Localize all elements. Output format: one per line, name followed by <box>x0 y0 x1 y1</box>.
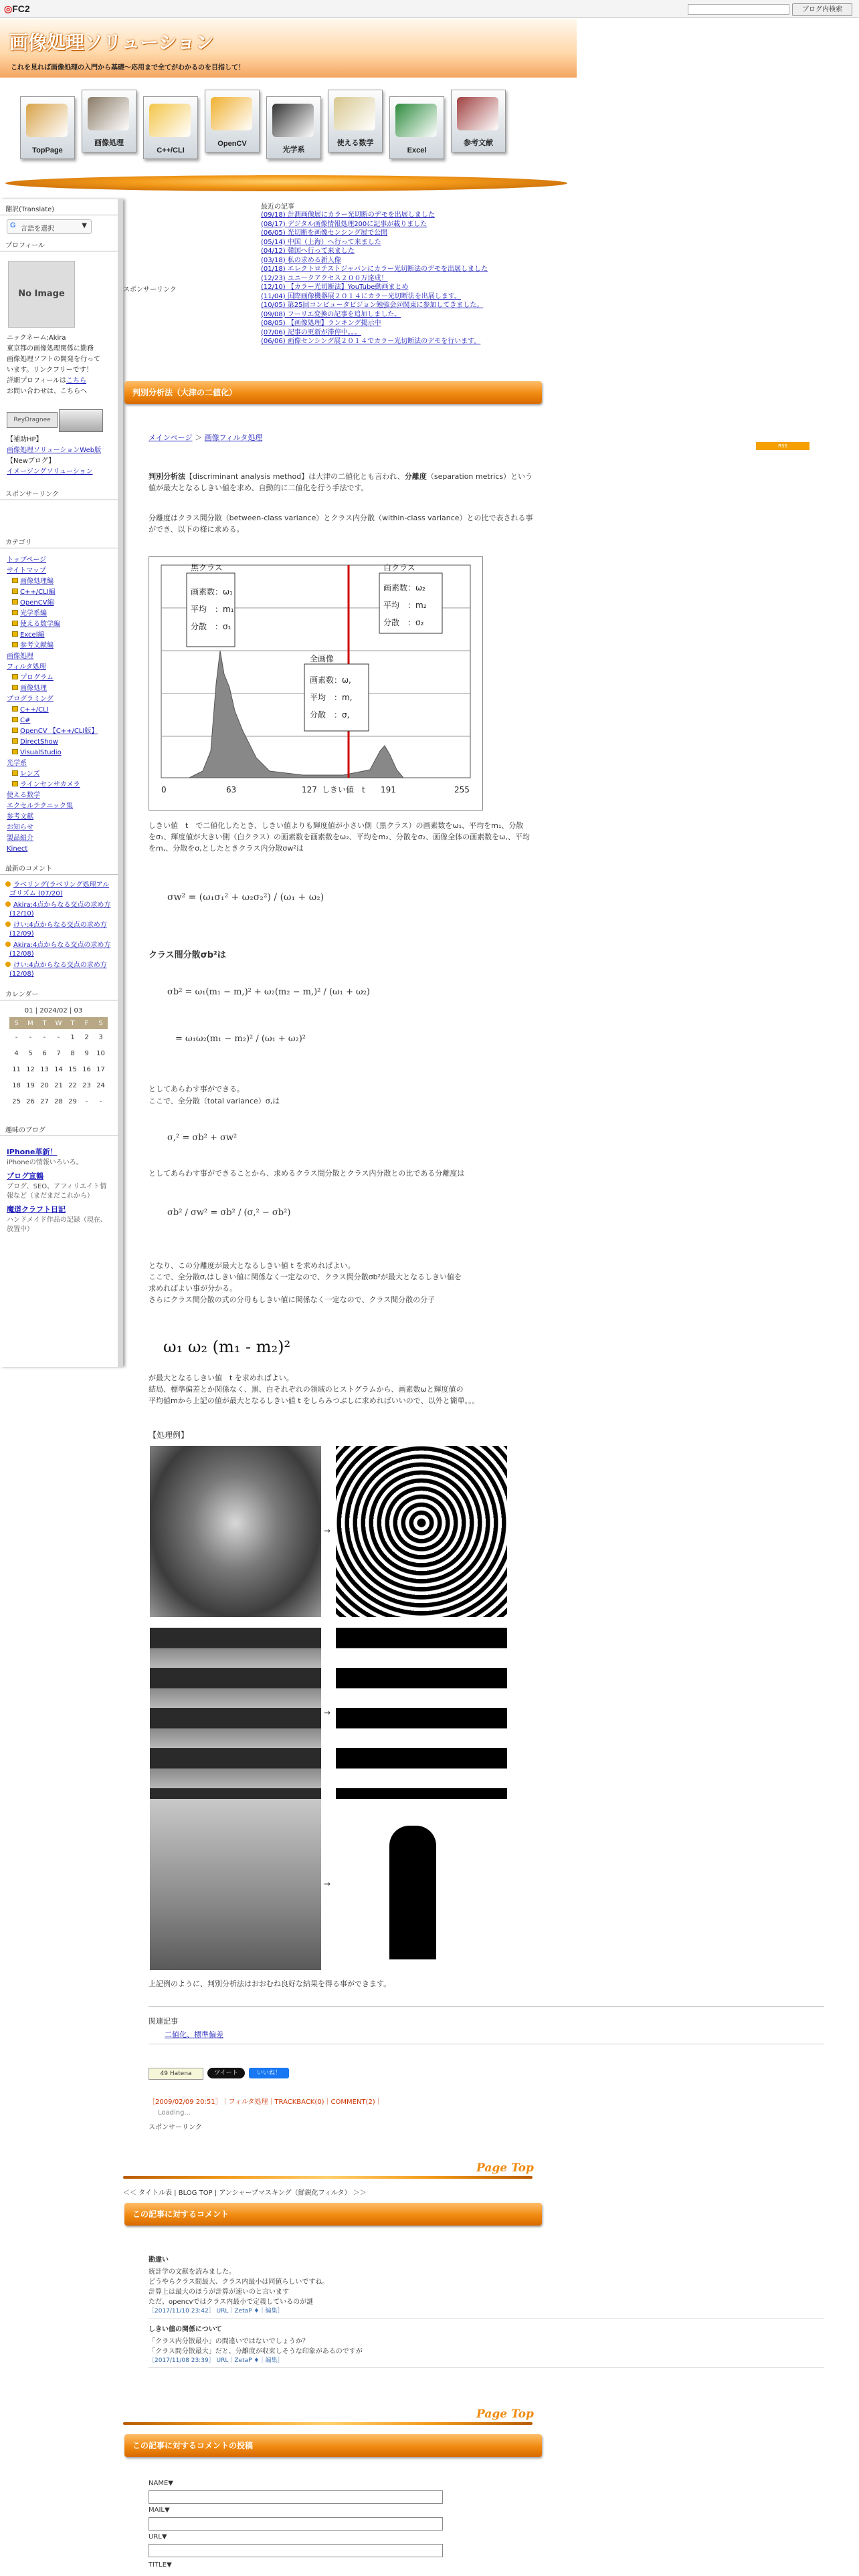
nav-thumbnail <box>334 97 375 130</box>
recent-comment-item[interactable]: ラベリング(ラベリング処理アルゴリズム (07/20) <box>0 880 118 899</box>
divider <box>149 2006 824 2007</box>
calendar-day: 28 <box>54 1097 63 1105</box>
category-item[interactable]: 画像処理 <box>0 683 118 694</box>
all-image-label: 全画像 <box>310 654 335 663</box>
calendar-day: 2 <box>84 1033 89 1041</box>
title-label: TITLE▼ <box>149 2561 172 2569</box>
calendar-day: 15 <box>68 1065 77 1073</box>
calendar-day: 3 <box>98 1033 103 1041</box>
like-button[interactable]: いいね！ <box>249 2068 289 2078</box>
rss-badge[interactable]: RSS <box>756 442 809 450</box>
recent-article-link[interactable]: (10/05) 第25回コンピュータビジョン勉強会＠関東に参加してきました。 <box>261 302 484 309</box>
article-title[interactable]: 判別分析法（大津の二値化） <box>124 381 542 404</box>
comment-line: 「クラス間分散最大」だと、分離度が収束しそうな印象があるのですが <box>149 2348 363 2355</box>
calendar-day: 14 <box>54 1065 63 1073</box>
nav-item[interactable] <box>205 90 260 152</box>
recent-articles <box>261 201 575 346</box>
recent-article-link[interactable]: (12/10) 【カラー光切断法】YouTube動画まとめ <box>261 284 409 291</box>
category-item[interactable]: 画像処理編 <box>0 576 118 587</box>
translate-heading: 翻訳(Translate) <box>0 202 118 215</box>
new-blog-link[interactable]: イメージングソリューション <box>7 468 93 475</box>
calendar-weekday: T <box>37 1017 52 1029</box>
recent-article-link[interactable]: (06/06) 画像センシング展２０１４でカラー光切断法のデモを行います。 <box>261 338 481 345</box>
profile-line: 東京都の画像処理関係に勤務 <box>7 345 94 352</box>
calendar-weekday: S <box>94 1017 108 1029</box>
profile-line: 画像処理ソフトの開発を行って <box>7 356 100 363</box>
separation-paragraph: 分離度はクラス間分散（between-class variance）とクラス内分散（within-class variance）との比で表される事ができ、以下の様に求める。 <box>149 514 533 534</box>
page-top-link-1[interactable]: Page Top <box>476 2161 534 2175</box>
calendar-day: 25 <box>12 1097 21 1105</box>
fav-blog-description: iPhoneの情報いろいろ。 <box>7 1159 83 1166</box>
name-label: NAME▼ <box>149 2480 173 2487</box>
category-item[interactable]: 参考文献編 <box>0 641 118 651</box>
folder-icon <box>12 749 18 754</box>
cameraman-binary-image <box>336 1799 507 1970</box>
result-paragraph: 上記例のように、判別分析法はおおむね良好な結果を得る事ができます。 <box>149 1979 391 1988</box>
nav-thumbnail <box>26 104 68 137</box>
profile-line: います。リンクフリーです！ <box>7 366 93 374</box>
hp-heading: 【補助HP】 <box>7 436 43 443</box>
nav-thumbnail <box>457 97 498 130</box>
svg-text:画素数：ω₂: 画素数：ω₂ <box>383 583 425 593</box>
comment-icon <box>5 922 11 927</box>
comment-form-title: この記事に対するコメントの投稿 <box>124 2434 542 2457</box>
recent-list <box>261 211 575 346</box>
hatena-button[interactable]: 49 Hatena <box>149 2068 203 2080</box>
threshold-label: しきい値 t <box>322 785 365 794</box>
comment-line: 「クラス内分散最小」の間違いではないでしょうか？ <box>149 2338 309 2345</box>
histogram-figure <box>149 556 483 811</box>
category-item[interactable]: DirectShow <box>0 737 118 748</box>
paragraph-line: が最大となるしきい値 t を求めればよい。 <box>149 1374 294 1382</box>
calendar-day: - <box>57 1033 60 1041</box>
recent-article-link[interactable]: (09/18) 計測画像展にカラー光切断のデモを出展しました <box>261 211 435 219</box>
divider <box>123 2176 533 2179</box>
calendar-day: - <box>29 1033 32 1041</box>
equation-ratio: σb² / σw² = σb² / (σ,² − σb²) <box>167 1208 291 1218</box>
svg-text:平均 ：m,: 平均 ：m, <box>310 693 353 702</box>
comment-line: どうやらクラス間最大、クラス内最小は同値らしいですね。 <box>149 2278 329 2286</box>
nav-item[interactable] <box>82 90 136 152</box>
recent-article-link[interactable]: (03/18) 私の求める新人像 <box>261 256 341 264</box>
nav-label: 光学系 <box>282 146 305 154</box>
tweet-button[interactable]: ツイート <box>207 2068 245 2078</box>
folder-icon <box>12 728 18 733</box>
mail-input[interactable] <box>149 2517 443 2531</box>
calendar-weekday: T <box>66 1017 80 1029</box>
black-class-label: 黒クラス <box>191 563 223 572</box>
calendar-day: 24 <box>96 1081 105 1089</box>
category-item[interactable]: お知らせ <box>7 824 33 831</box>
total-variance-paragraph: ここで、全分散（total variance）σ,は <box>149 1097 280 1105</box>
category-item[interactable]: レンズ <box>0 769 118 780</box>
nav-label: Excel <box>407 146 427 154</box>
calendar-day: - <box>99 1097 102 1105</box>
nav-thumbnail <box>272 104 314 137</box>
calendar-day: 27 <box>40 1097 49 1105</box>
blog-search-button[interactable]: ブログ内検索 <box>792 3 852 16</box>
fav-blog-description: ハンドメイド作品の記録（現在、放置中） <box>7 1216 107 1233</box>
arrow-icon: → <box>324 1879 331 1889</box>
category-item[interactable]: 使える数学 <box>7 792 40 799</box>
example-heading: 【処理例】 <box>149 1430 189 1440</box>
nav-thumbnail <box>149 104 191 137</box>
related-link[interactable]: 二値化、標準偏差 <box>165 2030 223 2039</box>
category-item[interactable]: OpenCV編 <box>0 598 118 609</box>
x-tick-63: 63 <box>226 785 237 794</box>
histogram-svg <box>149 557 482 810</box>
category-item[interactable]: OpenCV 【C++/CLI版】 <box>0 726 118 737</box>
folder-icon <box>12 642 18 647</box>
equation-total: σ,² = σb² + σw² <box>167 1133 237 1143</box>
calendar-table <box>9 1017 108 1109</box>
calendar-day: 23 <box>82 1081 91 1089</box>
recent-article-link[interactable]: (07/06) 記事の更新が滞停中。。。 <box>261 328 361 336</box>
calendar-day: - <box>15 1033 18 1041</box>
breadcrumb-category[interactable]: 画像フィルタ処理 <box>204 433 263 442</box>
calendar-day: 18 <box>12 1081 21 1089</box>
calendar-day: 1 <box>70 1033 75 1041</box>
nav-label: OpenCV <box>217 140 247 148</box>
mandrill-input-image <box>150 1446 321 1617</box>
category-nav <box>20 87 529 171</box>
site-title[interactable]: 画像処理ソリューション <box>9 31 215 53</box>
page-top-link-2[interactable]: Page Top <box>476 2407 534 2421</box>
url-input[interactable] <box>149 2544 443 2557</box>
reydragnee-badge[interactable]: ReyDragnee <box>7 412 58 428</box>
fav-blogs-heading: 趣味のブログ <box>0 1123 118 1136</box>
category-item[interactable]: サイトマップ <box>7 567 46 574</box>
breadcrumb-main[interactable]: メインページ <box>149 433 193 442</box>
comment-icon <box>5 942 11 947</box>
category-item[interactable]: Excel編 <box>0 630 118 641</box>
folder-icon <box>12 738 18 744</box>
name-input[interactable] <box>149 2490 443 2504</box>
equation-final: ω₁ ω₂ (m₁ - m₂)² <box>163 1337 291 1356</box>
nav-item[interactable] <box>451 90 506 152</box>
recent-article-link[interactable]: (01/18) エレクトロテストジャパンにカラー光切断法のデモを出展しました <box>261 265 488 273</box>
calendar-day: 20 <box>40 1081 49 1089</box>
histogram-curve <box>189 651 403 778</box>
category-item[interactable]: 使える数学編 <box>0 619 118 630</box>
cameraman-input-image <box>150 1799 321 1970</box>
calendar-day: - <box>85 1097 88 1105</box>
calendar-day: 19 <box>26 1081 35 1089</box>
fc2-header-bar <box>0 0 859 18</box>
paragraph-line: 求めればよい事が分かる。 <box>149 1284 237 1293</box>
category-item[interactable]: 画像処理 <box>7 653 33 660</box>
category-item[interactable]: VisualStudio <box>0 748 118 758</box>
comment-icon <box>5 901 11 907</box>
site-description: これを見れば画像処理の入門から基礎〜応用まで全てがわかるのを目指して！ <box>11 64 245 72</box>
folder-icon <box>12 631 18 637</box>
comment-title: 勘違い <box>149 2256 169 2264</box>
recent-article-link[interactable]: (08/17) デジタル画像情報処理200に記事が載りました <box>261 220 427 228</box>
recent-comment-item[interactable]: Akira:4点からなる交点の求め方 (12/10) <box>0 900 118 919</box>
nav-label: 画像処理 <box>94 139 124 147</box>
fc2-logo[interactable]: ◎FC2 <box>4 3 30 14</box>
chip-binary-image <box>336 1628 507 1799</box>
nav-thumbnail <box>88 97 129 130</box>
calendar-title[interactable]: 01 | 2024/02 | 03 <box>24 1007 83 1014</box>
calendar-day: 29 <box>68 1097 77 1105</box>
comment-title: しきい値の関係について <box>149 2326 222 2333</box>
x-tick-127: 127 <box>302 785 317 794</box>
recent-article-link[interactable]: (05/14) 中国（上海）へ行って来ました <box>261 238 381 246</box>
category-item[interactable]: C++/CLI編 <box>0 587 118 598</box>
chevron-down-icon: ▼ <box>82 222 87 229</box>
divider <box>149 2367 824 2368</box>
nav-item[interactable] <box>20 96 75 159</box>
calendar-day: 7 <box>56 1049 61 1057</box>
fav-blog-link[interactable]: ブログ宣鶴 <box>7 1172 43 1180</box>
new-blog-heading: 【Newブログ】 <box>7 457 56 465</box>
recent-article-link[interactable]: (09/08) フーリエ変換の記事を追加しました。 <box>261 310 401 318</box>
comment-line: ただ、opencvではクラス内最小で定義しているのが謎 <box>149 2298 314 2306</box>
nav-label: 参考文献 <box>464 139 493 147</box>
profile-text <box>0 333 118 397</box>
category-item[interactable]: 光学系編 <box>0 609 118 619</box>
nav-thumbnail <box>395 104 437 137</box>
calendar-day: 11 <box>12 1065 21 1073</box>
article-meta[interactable]: ［2009/02/09 20:51］｜フィルタ処理｜TRACKBACK(0)｜COMMENT(2)｜ <box>149 2099 382 2106</box>
threshold-paragraph: しきい値 t で二値化したとき、しきい値よりも輝度値が小さい側（黒クラス）の画素数をω₁、平均をm₁、分散をσ₁、輝度値が大きい側（白クラス）の画素数を画素数をω₂、平均をm₂、分散をσ₂、画像全体の画素数をω,、平均をm,、分散をσ,としたときクラス内分散σw²は <box>149 821 530 853</box>
express-paragraph: としてあらわす事ができる。 <box>149 1085 244 1093</box>
x-tick-255: 255 <box>454 785 470 794</box>
recent-article-link[interactable]: (04/12) 韓国へ行って来ました <box>261 247 355 255</box>
calendar-heading: カレンダー <box>0 987 118 1000</box>
calendar-weekday: F <box>80 1017 94 1029</box>
calendar-day: 8 <box>70 1049 75 1057</box>
category-item[interactable]: 光学系 <box>7 760 27 767</box>
hp-link[interactable]: 画像処理ソリューションWeb版 <box>7 447 102 454</box>
comments-title: この記事に対するコメント <box>124 2203 542 2226</box>
recent-comment-item[interactable]: けい:4点からなる交点の求め方 (12/09) <box>0 920 118 939</box>
folder-icon <box>12 781 18 786</box>
recent-article-link[interactable]: (11/04) 国際画像機器展２０１４にカラー光切断法を出展します。 <box>261 292 461 300</box>
category-item[interactable]: Kinect <box>7 845 28 853</box>
paragraph-line: 平均値mから上記の値が最大となるしきい値 t をしらみつぶしに求めればいいので、以外と簡単。。。 <box>149 1396 480 1405</box>
profile-heading: プロフィール <box>0 238 118 251</box>
x-tick-191: 191 <box>381 785 396 794</box>
fav-blog-description: ブログ、SEO、アフィリエイト情報など（まだまだこれから） <box>7 1183 107 1200</box>
calendar-weekday: S <box>9 1017 23 1029</box>
arrow-icon: → <box>324 1708 331 1717</box>
svg-text:画素数：ω,: 画素数：ω, <box>310 675 351 685</box>
calendar-day: 16 <box>82 1065 91 1073</box>
recent-article-link[interactable]: (12/23) ユニークアクセス２００万達成！ <box>261 274 388 282</box>
nav-item[interactable] <box>389 96 444 159</box>
recent-comments-list <box>0 875 118 979</box>
divider <box>123 2422 533 2425</box>
between-heading: クラス間分散σb²は <box>149 950 226 960</box>
recent-article-link[interactable]: (08/05) 【画像処理】ランキング掲示中 <box>261 320 381 327</box>
calendar-day: - <box>43 1033 46 1041</box>
loading-text: Loading... <box>158 2109 191 2117</box>
calendar-day: 22 <box>68 1081 77 1089</box>
category-item[interactable]: プログラム <box>0 673 118 683</box>
fav-blog-link[interactable]: 魔道クラフト日記 <box>7 1205 66 1214</box>
badge-image[interactable] <box>59 409 103 432</box>
folder-icon <box>12 706 18 712</box>
nav-item[interactable] <box>266 96 321 159</box>
nav-item[interactable] <box>328 90 383 152</box>
calendar-day: 26 <box>26 1097 35 1105</box>
mandrill-binary-image <box>336 1446 507 1617</box>
x-tick-0: 0 <box>161 785 167 794</box>
url-label: URL▼ <box>149 2533 167 2541</box>
calendar-day: 6 <box>42 1049 47 1057</box>
category-item[interactable]: 製品紹介 <box>7 835 33 842</box>
divider <box>149 2318 824 2319</box>
folder-icon <box>12 717 18 722</box>
nav-label: 使える数学 <box>337 139 374 147</box>
equation-within: σw² = (ω₁σ₁² + ω₂σ₂²) / (ω₁ + ω₂) <box>167 892 324 903</box>
svg-text:平均 ：m₂: 平均 ：m₂ <box>383 601 427 610</box>
calendar-day: 12 <box>26 1065 35 1073</box>
equation-between-2: = ω₁ω₂(m₁ − m₂)² / (ω₁ + ω₂)² <box>175 1034 306 1044</box>
calendar-day: 17 <box>96 1065 105 1073</box>
folder-icon <box>12 610 18 615</box>
category-item[interactable]: C# <box>0 716 118 726</box>
paragraph-line: となり、この分離度が最大となるしきい値 t を求めればよい。 <box>149 1261 355 1270</box>
folder-icon <box>12 674 18 679</box>
category-heading: カテゴリ <box>0 535 118 548</box>
comment-line: 統計学の文献を読みました。 <box>149 2268 235 2276</box>
nav-label: C++/CLI <box>157 146 185 154</box>
folder-icon <box>12 578 18 583</box>
folder-icon <box>12 599 18 605</box>
comment-icon <box>5 881 11 887</box>
sidebar <box>0 199 123 1367</box>
share-buttons <box>149 2068 289 2078</box>
blog-search-input[interactable] <box>688 4 789 15</box>
profile-avatar: No Image <box>8 261 75 328</box>
calendar-day: 4 <box>14 1049 19 1057</box>
calendar-weekday: M <box>23 1017 37 1029</box>
calendar-day: 9 <box>84 1049 89 1057</box>
svg-text:分散 ：σ₂: 分散 ：σ₂ <box>383 618 424 627</box>
google-icon: G <box>10 221 16 229</box>
ratio-paragraph: としてあらわす事ができることから、求めるクラス間分散とクラス内分散との比である分離度は <box>149 1169 465 1178</box>
nav-item[interactable] <box>143 96 198 159</box>
language-select[interactable]: G 言語を選択 ▼ <box>7 219 92 234</box>
category-item[interactable]: C++/CLI <box>0 705 118 716</box>
folder-icon <box>12 588 18 594</box>
article-pager[interactable]: ＜＜ タイトル表 | BLOG TOP | アンシャープマスキング（鮮鋭化フィルタ） ＞＞ <box>123 2189 367 2197</box>
recent-article-link[interactable]: (06/05) 光切断を画像センシング展で公開 <box>261 229 388 237</box>
folder-icon <box>12 621 18 626</box>
folder-icon <box>12 770 18 776</box>
calendar-day: 13 <box>40 1065 49 1073</box>
svg-text:画素数：ω₁: 画素数：ω₁ <box>191 587 233 597</box>
profile-detail-link[interactable]: こちら <box>66 377 86 385</box>
nav-label: TopPage <box>32 146 63 154</box>
category-item[interactable]: プログラミング <box>7 695 54 703</box>
recent-heading: 最近の記事 <box>261 203 294 211</box>
svg-text:分散 ：σ,: 分散 ：σ, <box>310 710 350 720</box>
calendar-day: 21 <box>54 1081 63 1089</box>
intro-paragraph: 判別分析法【discriminant analysis method】は大津の二値化とも言われ、分離度（separation metrics）という値が最大となるしきい値を求め、自動的に二値化を行う手法です。 <box>149 472 533 492</box>
category-item[interactable]: フィルタ処理 <box>7 663 46 671</box>
fav-blogs-list <box>0 1136 118 1235</box>
conclusion-paragraph <box>149 1260 550 1305</box>
recent-comment-item[interactable]: Akira:4点からなる交点の求め方 (12/08) <box>0 940 118 959</box>
profile-line: ニックネーム:Akira <box>7 334 66 342</box>
calendar-weekday: W <box>52 1017 66 1029</box>
profile-line: 詳細プロフィールはこちら <box>7 377 86 385</box>
header-divider <box>5 175 567 191</box>
category-item[interactable]: 参考文献 <box>7 813 33 821</box>
cameraman-silhouette <box>389 1826 436 1959</box>
svg-text:平均 ：m₁: 平均 ：m₁ <box>191 605 234 614</box>
comment-line: 計算上は最大のほうが計算が速いのと言います <box>149 2288 289 2296</box>
paragraph-line: ここで、全分散σ,はしきい値に関係なく一定なので、クラス間分散σb²が最大となるしきい値を <box>149 1273 462 1281</box>
calendar-day: 10 <box>96 1049 105 1057</box>
svg-text:分散 ：σ₁: 分散 ：σ₁ <box>191 622 231 631</box>
equation-between-1: σb² = ω₁(m₁ − m,)² + ω₂(m₂ − m,)² / (ω₁ + ω₂) <box>167 987 370 997</box>
site-header <box>0 19 577 78</box>
recent-comments-heading: 最新のコメント <box>0 861 118 875</box>
category-list <box>0 548 118 855</box>
nav-thumbnail <box>211 97 252 130</box>
recent-comment-item[interactable]: けい:4点からなる交点の求め方 (12/08) <box>0 960 118 979</box>
summary-paragraph <box>149 1372 563 1406</box>
sidebar-sponsor: スポンサーリンク <box>0 487 118 500</box>
comment-icon <box>5 962 11 967</box>
comment-meta[interactable]: ［2017/11/08 23:39］ URL｜ZetaP ♦｜編集］ <box>149 2357 284 2364</box>
fav-blog-link[interactable]: iPhone革新！ <box>7 1148 58 1156</box>
calendar-day: 5 <box>28 1049 33 1057</box>
folder-icon <box>12 685 18 690</box>
sponsor-link-label: スポンサーリンク <box>123 286 177 294</box>
contact-line[interactable]: お問い合わせは、こちらへ <box>7 388 87 395</box>
article-sponsor: スポンサーリンク <box>149 2124 202 2131</box>
calendar <box>9 1017 118 1109</box>
category-item[interactable]: エクセルテクニック集 <box>7 802 73 810</box>
chip-input-image <box>150 1628 321 1799</box>
paragraph-line: 結局、標準偏差とか関係なく、黒、白それぞれの領域のヒストグラムから、画素数ωと輝度値の <box>149 1385 464 1394</box>
mail-label: MAIL▼ <box>149 2506 170 2514</box>
comment-meta[interactable]: ［2017/11/10 23:42］ URL｜ZetaP ♦｜編集］ <box>149 2308 284 2315</box>
category-item[interactable]: ラインセンサカメラ <box>0 780 118 790</box>
category-item[interactable]: トップページ <box>7 556 47 564</box>
related-heading: 関連記事 <box>149 2017 178 2026</box>
arrow-icon: → <box>324 1526 331 1535</box>
paragraph-line: さらにクラス間分散の式の分母もしきい値に関係なく一定なので、クラス間分散の分子 <box>149 1295 436 1304</box>
white-class-label: 白クラス <box>383 563 415 572</box>
breadcrumb: メインページ ＞ 画像フィルタ処理 <box>149 433 263 442</box>
